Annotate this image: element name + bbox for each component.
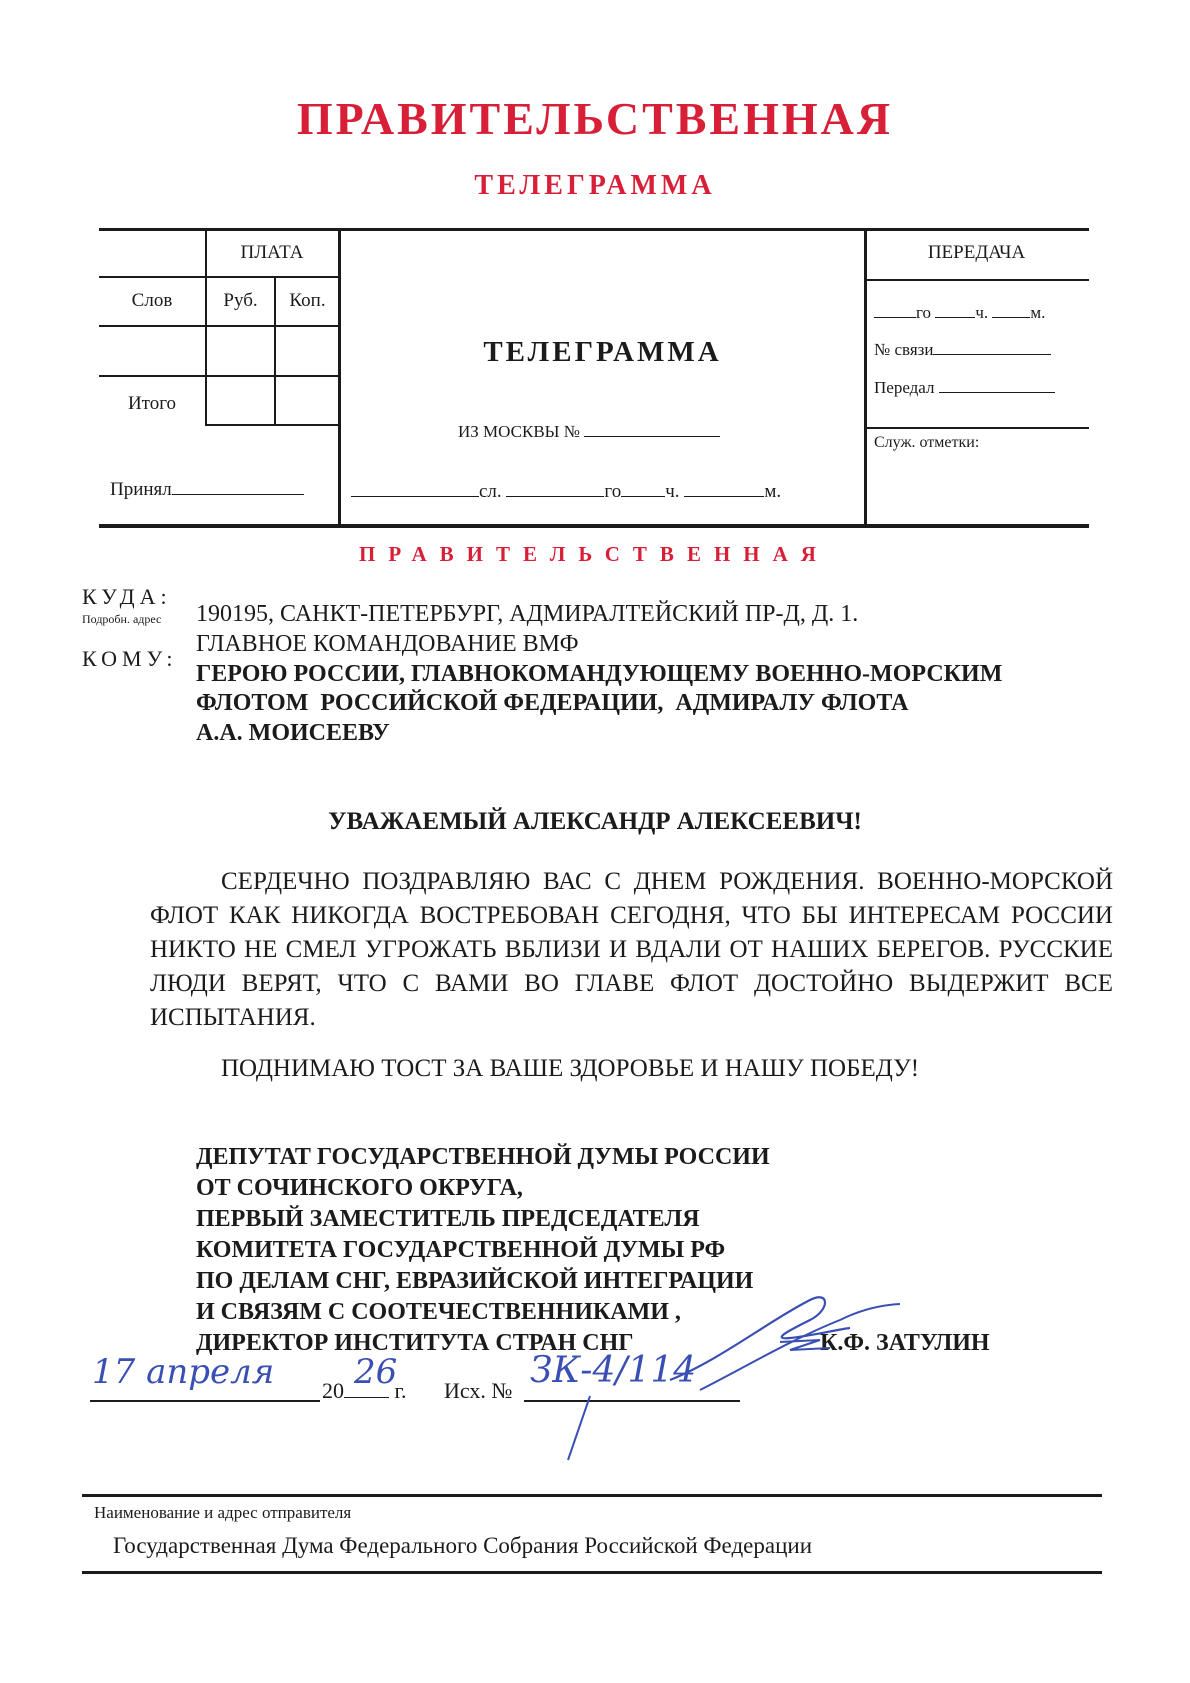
form-row-line	[205, 424, 339, 426]
letter-paragraph-2: ПОДНИМАЮ ТОСТ ЗА ВАШЕ ЗДОРОВЬЕ И НАШУ ПОБЕДУ!	[221, 1055, 920, 1082]
date-underline	[90, 1400, 320, 1402]
form-divider-left	[338, 228, 341, 526]
handwritten-signature	[660, 1280, 960, 1400]
go-label: го	[604, 481, 622, 502]
itogo-label: Итого	[127, 393, 177, 414]
form-row-line	[99, 276, 339, 278]
salutation: УВАЖАЕМЫЙ АЛЕКСАНДР АЛЕКСЕЕВИЧ!	[328, 808, 862, 835]
sender-name: Государственная Дума Федерального Собрания Российской Федерации	[113, 1533, 813, 1558]
sluzh-label: Служ. отметки:	[874, 434, 980, 451]
center-title: ТЕЛЕГРАММА	[483, 336, 722, 368]
form-row-line	[864, 279, 1089, 281]
signature-title-line: ОТ СОЧИНСКОГО ОКРУГА,	[196, 1175, 523, 1201]
svyazi-field	[874, 334, 1051, 360]
document-title: ПРАВИТЕЛЬСТВЕННАЯ	[296, 93, 894, 144]
ch-label: ч.	[665, 481, 680, 502]
signature-title-line: ДИРЕКТОР ИНСТИТУТА СТРАН СНГ	[196, 1330, 634, 1356]
isx-label: Исх. №	[444, 1378, 513, 1403]
blank	[684, 476, 764, 497]
prinyal-field	[110, 474, 304, 501]
letter-paragraph-1: СЕРДЕЧНО ПОЗДРАВЛЯЮ ВАС С ДНЕМ РОЖДЕНИЯ. ВОЕННО-МОРСКОЙ ФЛОТ КАК НИКОГДА ВОСТРЕБОВАН СЕГОДНЯ, ЧТО БЫ ИНТЕРЕСАМ РОССИИ НИКТО НЕ СМЕЛ УГРОЖАТЬ ВБЛИЗИ И ВДАЛИ ОТ НАШИХ БЕРЕГОВ. РУССКИЕ ЛЮДИ ВЕРЯТ, ЧТО С ВАМИ ВО ГЛАВЕ ФЛОТ ДОСТОЙНО ВЫДЕРЖИТ ВСЕ ИСПЫТАНИЯ.	[150, 868, 1113, 1031]
transfer-time-field	[874, 297, 1045, 323]
year-prefix: 20	[322, 1378, 344, 1403]
peredal-label: Передал	[874, 378, 935, 397]
form-bottom-border	[99, 524, 1089, 528]
ch-label: ч.	[975, 303, 989, 322]
blank	[992, 297, 1030, 318]
signature-title-line: ПЕРВЫЙ ЗАМЕСТИТЕЛЬ ПРЕДСЕДАТЕЛЯ	[196, 1206, 700, 1232]
sender-top-line	[82, 1494, 1102, 1497]
plata-label: ПЛАТА	[240, 242, 304, 263]
blank	[874, 297, 916, 318]
svyazi-label: № связи	[874, 340, 934, 359]
m-label: м.	[764, 481, 782, 502]
document-subtitle: ТЕЛЕГРАММА	[474, 170, 716, 201]
year-suffix: г.	[394, 1378, 407, 1403]
signatory-name: К.Ф. ЗАТУЛИН	[820, 1330, 990, 1356]
blank	[935, 297, 975, 318]
m-label: м.	[1030, 303, 1046, 322]
kop-label: Коп.	[289, 290, 326, 311]
government-banner: ПРАВИТЕЛЬСТВЕННАЯ	[359, 542, 829, 566]
prinyal-label: Принял	[110, 479, 172, 500]
blank	[621, 476, 665, 497]
prinyal-blank	[172, 474, 304, 495]
recipient-line1: ГЕРОЮ РОССИИ, ГЛАВНОКОМАНДУЮЩЕМУ ВОЕННО-МОРСКИМ	[196, 661, 1003, 687]
signature-title-line: КОМИТЕТА ГОСУДАРСТВЕННОЙ ДУМЫ РФ	[196, 1237, 726, 1263]
go-label: го	[916, 303, 932, 322]
address-line1: 190195, САНКТ-ПЕТЕРБУРГ, АДМИРАЛТЕЙСКИЙ ПР-Д, Д. 1.	[196, 601, 859, 627]
handwritten-outgoing-number: ЗК-4/114	[530, 1350, 697, 1391]
recipient-line2: ФЛОТОМ РОССИЙСКОЙ ФЕДЕРАЦИИ, АДМИРАЛУ ФЛОТА	[196, 690, 909, 716]
blank	[351, 476, 479, 497]
received-time-field	[351, 476, 781, 503]
address-line2: ГЛАВНОЕ КОМАНДОВАНИЕ ВМФ	[196, 631, 579, 657]
iz-moskvy-blank	[584, 416, 720, 437]
sender-label: Наименование и адрес отправителя	[94, 1503, 352, 1522]
iz-moskvy-label: ИЗ МОСКВЫ №	[458, 422, 580, 441]
slov-label: Слов	[131, 290, 173, 311]
ink-stroke	[560, 1394, 600, 1464]
blank	[506, 476, 604, 497]
komu-label: КОМУ:	[82, 646, 178, 671]
podrobn-label: Подробн. адрес	[82, 612, 162, 626]
signature-title-line: И СВЯЗЯМ С СООТЕЧЕСТВЕННИКАМИ ,	[196, 1299, 681, 1325]
isx-underline	[524, 1400, 740, 1402]
handwritten-year: 26	[354, 1352, 398, 1392]
iz-moskvy-field	[458, 416, 720, 442]
form-row-line	[99, 325, 339, 327]
form-divider-right	[864, 228, 867, 526]
form-row-line	[99, 375, 339, 377]
signature-title-line: ПО ДЕЛАМ СНГ, ЕВРАЗИЙСКОЙ ИНТЕГРАЦИИ	[196, 1268, 754, 1294]
blank	[939, 372, 1055, 393]
sl-label: сл.	[479, 481, 502, 502]
sender-bottom-line	[82, 1571, 1102, 1574]
form-row-line	[864, 427, 1089, 429]
peredal-field	[874, 372, 1055, 398]
blank	[933, 334, 1051, 355]
rub-label: Руб.	[223, 290, 258, 311]
handwritten-date: 17 апреля	[92, 1352, 275, 1392]
form-top-border	[99, 228, 1089, 231]
peredacha-label: ПЕРЕДАЧА	[927, 242, 1026, 263]
kuda-label: КУДА:	[82, 584, 172, 609]
recipient-line3: А.А. МОИСЕЕВУ	[196, 720, 390, 746]
signature-title-line: ДЕПУТАТ ГОСУДАРСТВЕННОЙ ДУМЫ РОССИИ	[196, 1144, 770, 1170]
